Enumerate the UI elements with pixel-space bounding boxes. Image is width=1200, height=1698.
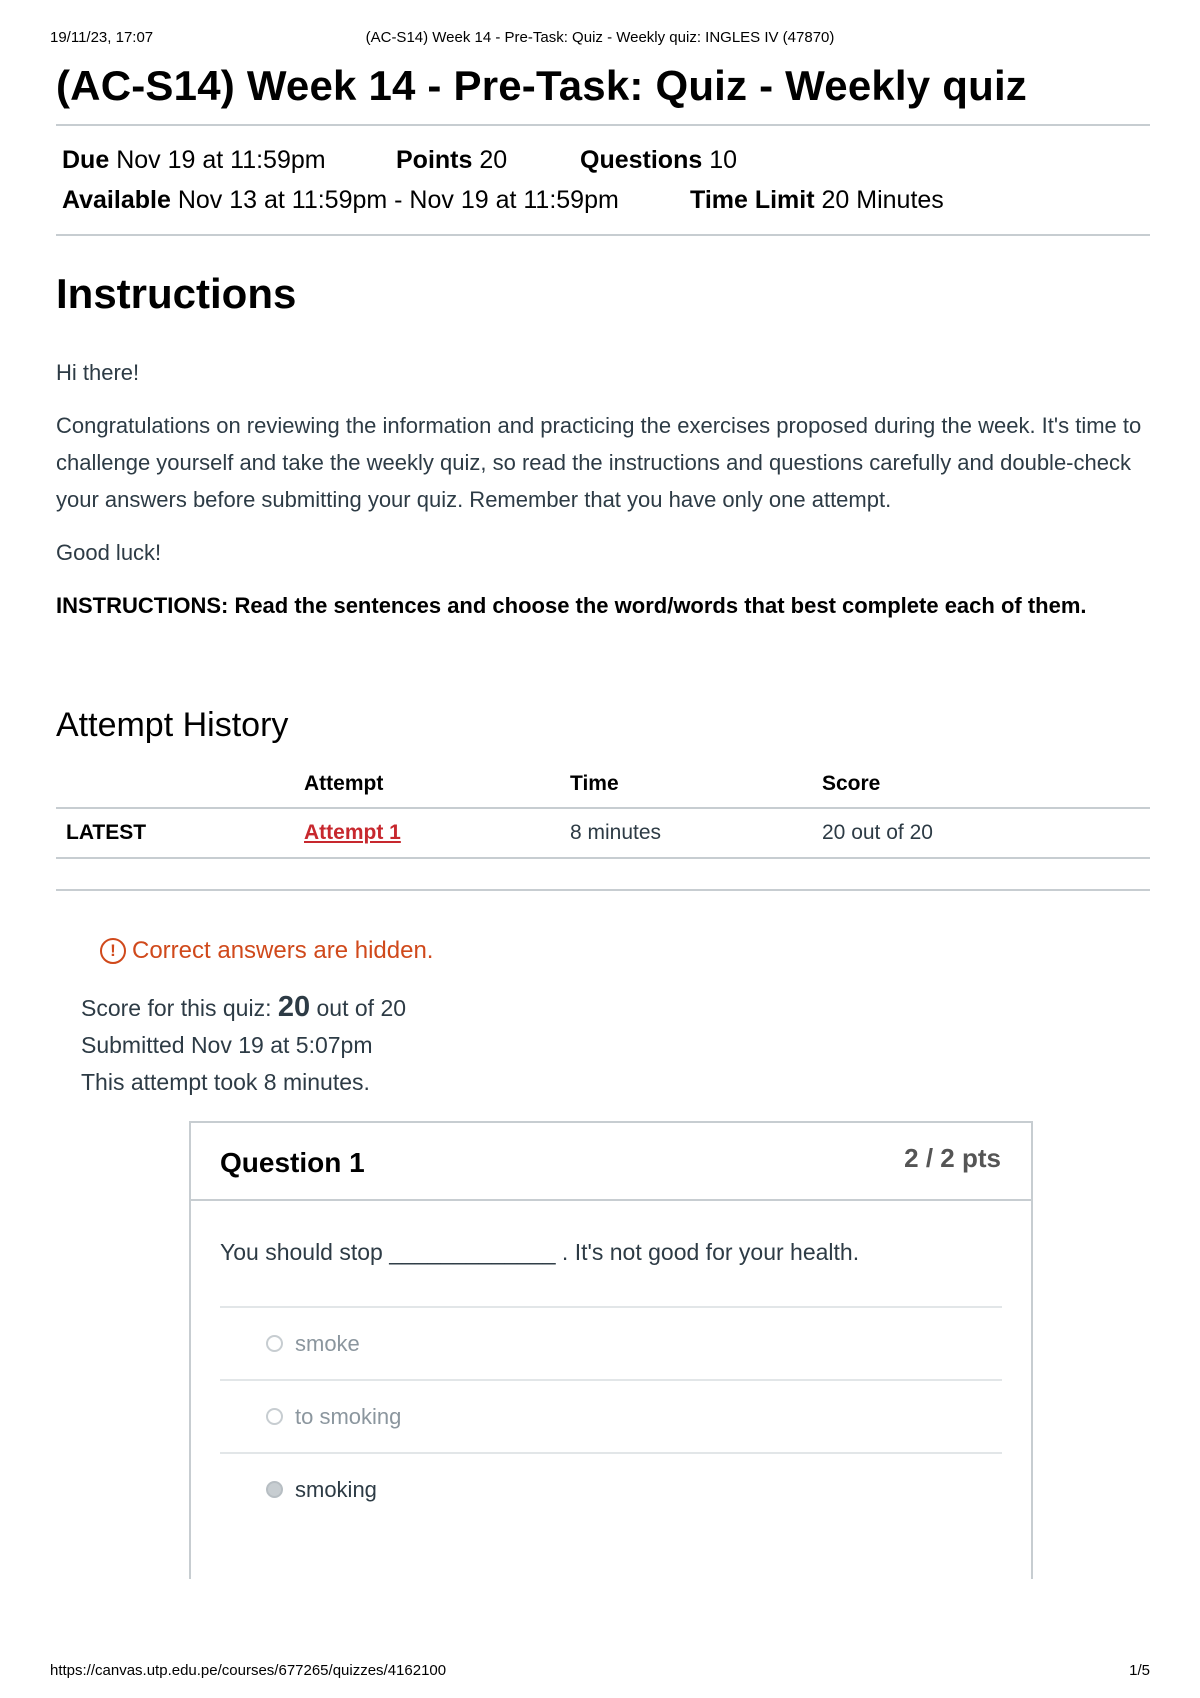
due-date: [62, 140, 396, 180]
time-limit-value: 20 Minutes: [821, 186, 944, 214]
score-line: [81, 989, 1150, 1027]
quiz-content: [56, 62, 1150, 1579]
print-footer: [50, 1662, 1150, 1679]
answer-label: smoke: [295, 1330, 360, 1356]
correct-answers-hidden-notice: [100, 937, 1150, 965]
answer-label: to smoking: [295, 1403, 402, 1429]
question-points: 2 / 2 pts: [904, 1143, 1001, 1173]
questions-count: [580, 140, 737, 180]
answer-option-selected[interactable]: [220, 1454, 1002, 1525]
print-date: 19/11/23, 17:07: [50, 29, 154, 46]
question-card: [189, 1121, 1033, 1579]
answer-option[interactable]: [220, 1308, 1002, 1381]
attempt-cell: [294, 808, 560, 858]
page-number: 1/5: [1129, 1662, 1150, 1679]
instructions-directive: INSTRUCTIONS: Read the sentences and choose the word/words that best complete each of them.: [56, 593, 1087, 618]
warning-icon: !: [100, 938, 126, 964]
question-name: Question 1: [220, 1147, 365, 1178]
page-title: (AC-S14) Week 14 - Pre-Task: Quiz - Weekly quiz: [56, 62, 1150, 126]
due-value: Nov 19 at 11:59pm: [116, 146, 326, 174]
question-header: [191, 1123, 1031, 1201]
radio-button[interactable]: [266, 1408, 283, 1425]
question-body: [191, 1201, 1031, 1579]
questions-value: 10: [709, 146, 738, 174]
question-text: You should stop _____________ . It's not good for your health.: [220, 1239, 1002, 1308]
duration-text: This attempt took 8 minutes.: [81, 1069, 370, 1095]
hidden-note-text: Correct answers are hidden.: [132, 937, 434, 964]
details-row-2: [62, 180, 1142, 220]
instructions-heading: Instructions: [56, 270, 297, 317]
available-label: Available: [62, 186, 171, 214]
column-header-tag: [56, 769, 294, 808]
score-prefix: Score for this quiz:: [81, 995, 278, 1021]
radio-button[interactable]: [266, 1335, 283, 1352]
score-suffix: out of 20: [310, 995, 407, 1021]
good-luck-text: Good luck!: [56, 540, 162, 565]
time-cell: 8 minutes: [560, 808, 812, 858]
due-label: Due: [62, 146, 110, 174]
details-row-1: [62, 140, 1142, 180]
intro-paragraph: Congratulations on reviewing the information and practicing the exercises proposed during the week. It's time to challenge yourself and take the weekly quiz, so read the instructions and questions carefully and double-check your answers before submitting your quiz. Remember that you have only one attempt.: [56, 413, 1142, 512]
greeting-text: Hi there!: [56, 360, 140, 385]
column-header-time: Time: [560, 769, 812, 808]
latest-tag: LATEST: [56, 808, 294, 858]
print-title: (AC-S14) Week 14 - Pre-Task: Quiz - Weekly quiz: INGLES IV (47870): [365, 29, 835, 46]
table-header-row: [56, 769, 1150, 808]
score-value: 20: [277, 991, 311, 1023]
answer-label: smoking: [295, 1476, 377, 1502]
quiz-details: [56, 126, 1150, 236]
time-limit: [690, 180, 944, 220]
questions-label: Questions: [580, 146, 703, 174]
available-value: Nov 13 at 11:59pm - Nov 19 at 11:59pm: [177, 186, 619, 214]
column-header-attempt: Attempt: [294, 769, 560, 808]
score-summary: [81, 989, 1150, 1101]
submitted-text: Submitted Nov 19 at 5:07pm: [81, 1032, 373, 1058]
points: [396, 140, 580, 180]
radio-button-selected[interactable]: [266, 1481, 283, 1498]
points-label: Points: [396, 146, 473, 174]
attempt-history-table: [56, 769, 1150, 859]
time-limit-label: Time Limit: [690, 186, 815, 214]
score-cell: 20 out of 20: [812, 808, 1150, 858]
print-url: https://canvas.utp.edu.pe/courses/677265/quizzes/4162100: [50, 1662, 447, 1679]
instructions-body: [56, 354, 1150, 624]
divider: [56, 889, 1150, 891]
table-row: [56, 808, 1150, 858]
availability: [62, 180, 690, 220]
attempt-history-heading: Attempt History: [56, 706, 289, 744]
points-value: 20: [479, 146, 508, 174]
attempt-link[interactable]: Attempt 1: [304, 821, 401, 844]
column-header-score: Score: [812, 769, 1150, 808]
answer-option[interactable]: [220, 1381, 1002, 1454]
